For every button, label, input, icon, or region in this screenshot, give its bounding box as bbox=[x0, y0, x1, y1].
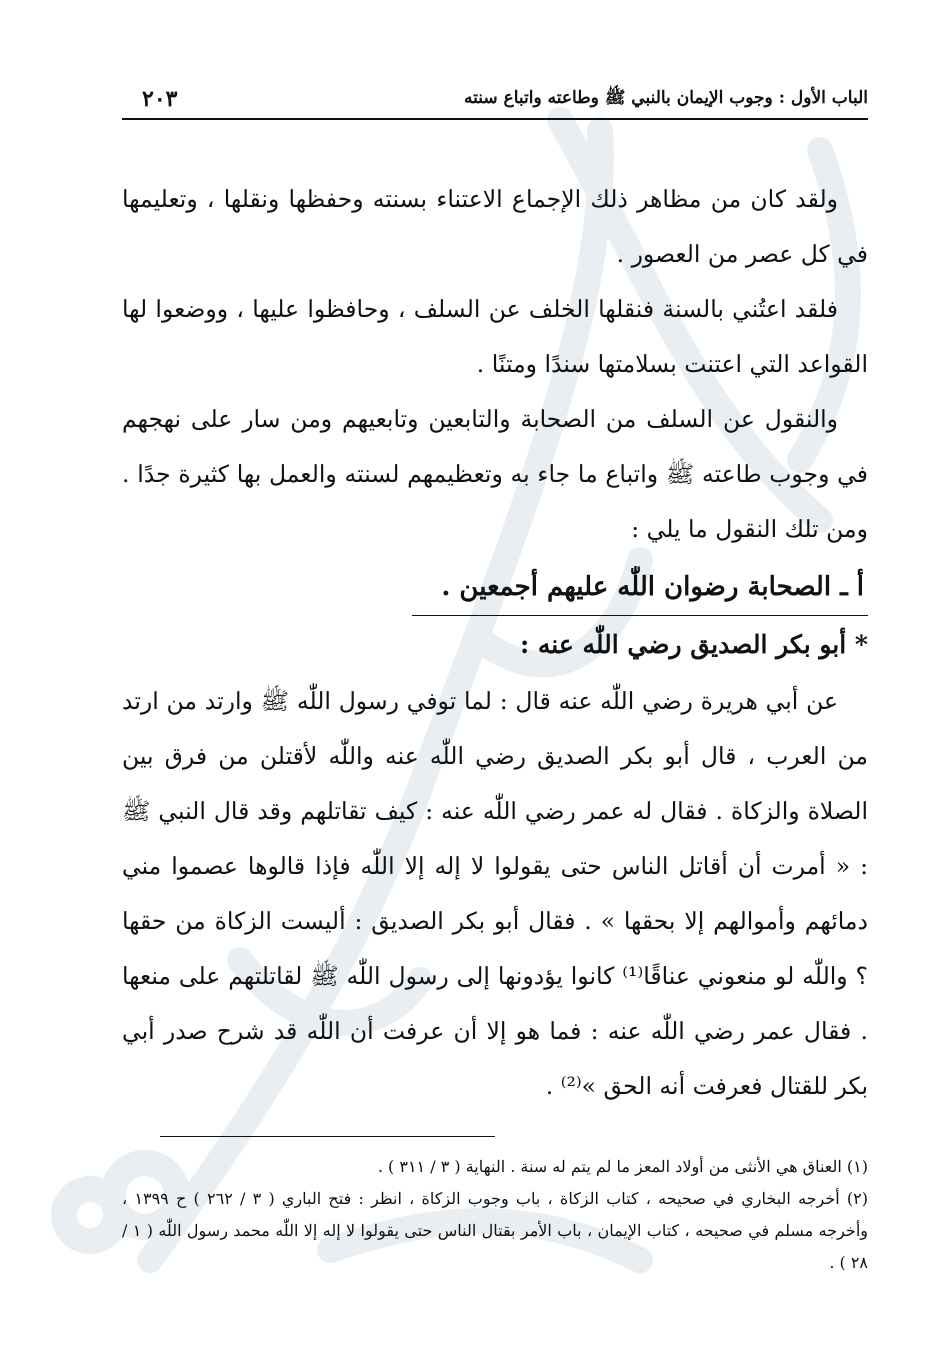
header-title: الباب الأول : وجوب الإيمان بالنبي ﷺ وطاعته واتباع سنته bbox=[464, 88, 868, 108]
body-text bbox=[122, 172, 868, 1114]
section-heading: أ ـ الصحابة رضوان اللّٰه عليهم أجمعين . bbox=[412, 559, 868, 616]
footnote-2: (٢) أخرجه البخاري في صحيحه ، كتاب الزكاة ، باب وجوب الزكاة ، انظر : فتح الباري ( ٣ / ٢٦٢ ) ح ١٣٩٩ ، وأخرجه مسلم في صحيحه ، كتاب الإيمان ، باب الأمر بقتال الناس حتى يقولوا لا إله إلا اللّٰه محمد رسول اللّٰه ( ١ / ٢٨ ) . bbox=[122, 1189, 869, 1272]
footnote-divider bbox=[160, 1136, 495, 1137]
paragraph-1: ولقد كان من مظاهر ذلك الإجماع الاعتناء بسنته وحفظها ونقلها ، وتعليمها في كل عصر من العصور . bbox=[122, 185, 868, 268]
page-content bbox=[122, 82, 868, 1279]
hadith-paragraph: عن أبي هريرة رضي اللّٰه عنه قال : لما توفي رسول اللّٰه ﷺ وارتد من ارتد من العرب ، قال أبو بكر الصديق رضي اللّٰه عنه واللّٰه لأقتلن من فرق بين الصلاة والزكاة . فقال له عمر رضي اللّٰه عنه : كيف تقاتلهم وقد قال النبي ﷺ : « أمرت أن أقاتل الناس حتى يقولوا لا إله إلا اللّٰه فإذا قالوها عصموا مني دمائهم وأموالهم إلا بحقها » . فقال أبو بكر الصديق : أليست الزكاة من حقها ؟ واللّٰه لو منعوني عناقًا⁽¹⁾ كانوا يؤدونها إلى رسول اللّٰه ﷺ لقاتلتهم على منعها . فقال عمر رضي اللّٰه عنه : فما هو إلا أن عرفت أن اللّٰه قد شرح صدر أبي بكر للقتال فعرفت أنه الحق »⁽²⁾ . bbox=[122, 687, 869, 1100]
running-header bbox=[122, 82, 868, 120]
sub-heading: * أبو بكر الصديق رضي اللّٰه عنه : bbox=[519, 630, 868, 659]
page-number: ٢٠٣ bbox=[142, 86, 178, 112]
footnotes bbox=[122, 1151, 868, 1279]
paragraph-3: والنقول عن السلف من الصحابة والتابعين وتابعيهم ومن سار على نهجهم في وجوب طاعته ﷺ واتباع ما جاء به وتعظيمهم لسنته والعمل بها كثيرة جدًا . ومن تلك النقول ما يلي : bbox=[122, 405, 868, 543]
footnote-1: (١) العناق هي الأنثى من أولاد المعز ما لم يتم له سنة . النهاية ( ٣ / ٣١١ ) . bbox=[377, 1157, 868, 1176]
paragraph-2: فلقد اعتُني بالسنة فنقلها الخلف عن السلف ، وحافظوا عليها ، ووضعوا لها القواعد التي اعتنت بسلامتها سندًا ومتنًا . bbox=[122, 295, 868, 378]
